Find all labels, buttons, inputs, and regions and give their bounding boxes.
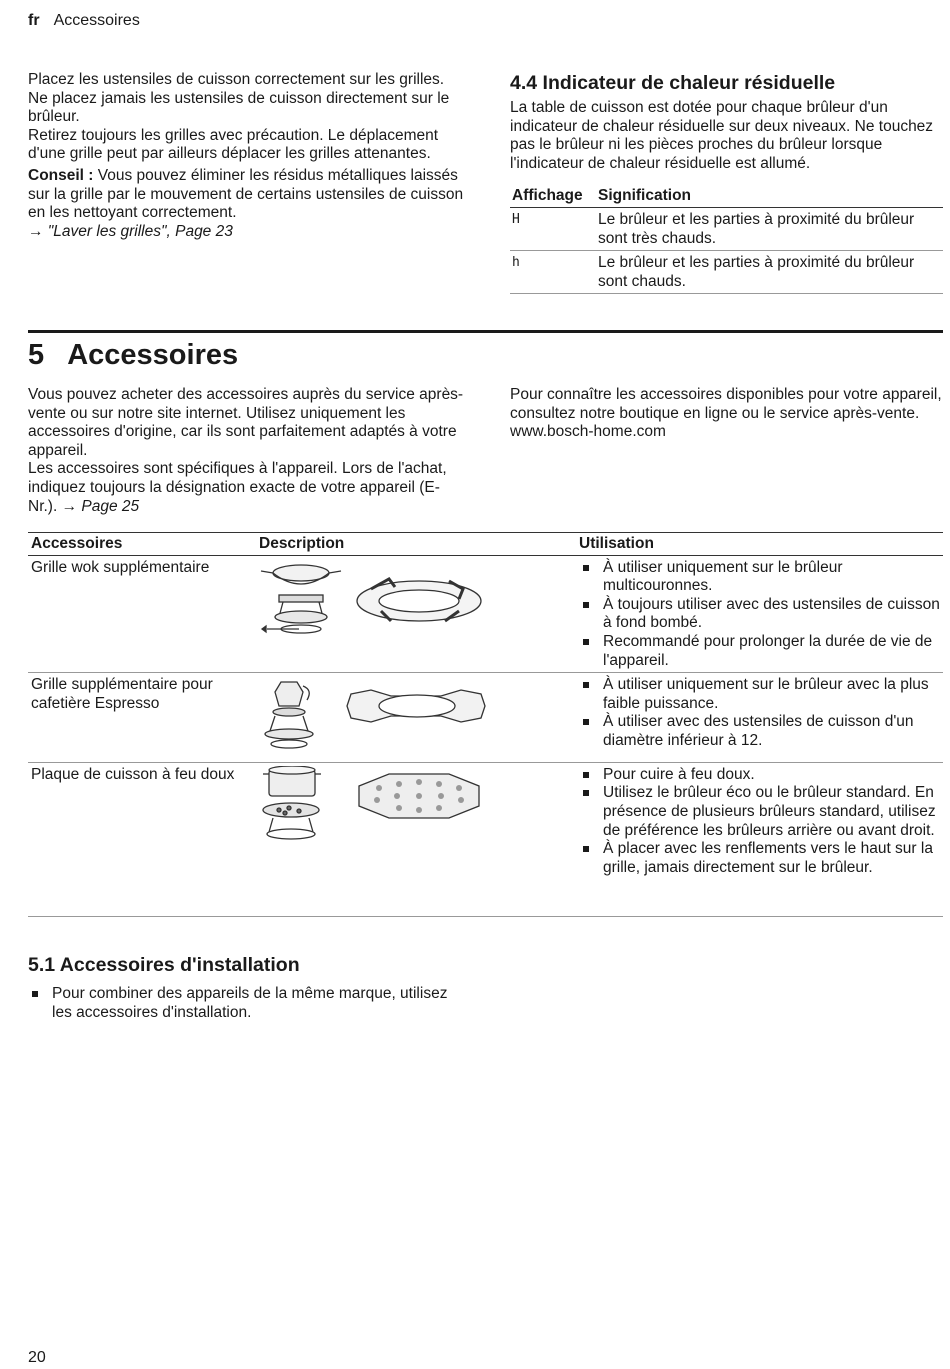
display-symbol-low: h (510, 251, 596, 294)
accessory-name: Grille supplémentaire pour cafetière Espresso (28, 673, 256, 763)
residual-heat-table (510, 185, 943, 294)
header-lang: fr (28, 12, 40, 29)
chapter-5-right-paragraph: Pour connaître les accessoires disponibles pour votre appareil, consultez notre boutique en ligne ou le service après-vente. (510, 386, 942, 422)
meaning-text: Le brûleur et les parties à proximité du brûleur sont très chauds. (596, 207, 943, 250)
meaning-text: Le brûleur et les parties à proximité du brûleur sont chauds. (596, 251, 943, 294)
table-row (510, 251, 943, 294)
accessory-description (256, 762, 576, 916)
table-row (28, 762, 943, 916)
section-5-1-title: 5.1 Accessoires d'installation (28, 954, 300, 976)
col-header-accessoires: Accessoires (28, 533, 256, 556)
usage-cell (576, 673, 943, 763)
section-4-4-title: 4.4 Indicateur de chaleur résiduelle (510, 72, 836, 94)
usage-cell (576, 762, 943, 916)
intro-paragraph-1: Placez les ustensiles de cuisson correctement sur les grilles. Ne placez jamais les ustensiles de cuisson directement sur le brûleur. (28, 71, 450, 126)
header-section: Accessoires (53, 12, 140, 29)
chapter-5-right (510, 386, 942, 442)
page-header (28, 12, 140, 31)
simmer-plate-illustration (259, 766, 569, 846)
section-4-4-text: La table de cuisson est dotée pour chaque brûleur d'un indicateur de chaleur résiduelle sur deux niveaux. Ne touchez pas le brûleur ni les pièces proches du brûleur lorsque l'indicateur de chaleur résiduelle est allumé. (510, 99, 934, 172)
section-4-4 (510, 71, 942, 294)
link-clean-grids[interactable]: → "Laver les grilles", Page 23 (28, 222, 233, 240)
col-header-affichage: Affichage (510, 185, 596, 207)
display-symbol-high: H (510, 207, 596, 250)
section-5-1-list (28, 985, 468, 1022)
chapter-5-paragraph-2 (28, 460, 468, 516)
list-item: Pour combiner des appareils de la même marque, utilisez les accessoires d'installation. (28, 985, 468, 1022)
table-row (510, 207, 943, 250)
accessory-description (256, 673, 576, 763)
list-item: Pour cuire à feu doux. (579, 766, 940, 785)
espresso-grid-illustration (259, 676, 569, 754)
tip-text: Vous pouvez éliminer les résidus métalliques laissés sur la grille par le mouvement de certains ustensiles de cuisson en les nettoyant correctement. (28, 166, 464, 222)
list-item: Utilisez le brûleur éco ou le brûleur standard. En présence de plusieurs brûleurs standard, utilisez de préférence les brûleurs arrière ou avant droit. (579, 784, 940, 840)
list-item: À utiliser uniquement sur le brûleur multicouronnes. (579, 559, 940, 596)
usage-list (579, 766, 940, 878)
chapter-5-paragraph-2-text: Les accessoires sont spécifiques à l'appareil. Lors de l'achat, indiquez toujours la désignation exacte de votre appareil (E-Nr.). (28, 460, 447, 515)
chapter-title: 5 Accessoires (28, 339, 239, 371)
list-item: À toujours utiliser avec des ustensiles de cuisson à fond bombé. (579, 596, 940, 633)
table-row (28, 555, 943, 673)
col-header-signification: Signification (596, 185, 943, 207)
accessories-table (28, 532, 943, 917)
chapter-divider (28, 330, 943, 333)
accessory-name: Plaque de cuisson à feu doux (28, 762, 256, 916)
chapter-5-paragraph-1: Vous pouvez acheter des accessoires auprès du service après-vente ou sur notre site internet. Utilisez uniquement les accessoires d'origine, car ils sont parfaitement adaptés à votre appareil. (28, 386, 464, 459)
usage-list (579, 559, 940, 671)
col-header-description: Description (256, 533, 576, 556)
link-page-25[interactable]: → Page 25 (61, 497, 140, 515)
col-header-utilisation: Utilisation (576, 533, 943, 556)
usage-list (579, 676, 940, 750)
accessory-description (256, 555, 576, 673)
intro-paragraph-2: Retirez toujours les grilles avec précaution. Le déplacement d'une grille peut par ailleurs déplacer les grilles attenantes. (28, 126, 439, 163)
section-5-1 (28, 953, 468, 1022)
website-link[interactable]: www.bosch-home.com (510, 423, 666, 441)
tip-label: Conseil : (28, 166, 94, 184)
page-number: 20 (28, 1349, 46, 1366)
wok-grid-illustration (259, 559, 569, 639)
list-item: À utiliser uniquement sur le brûleur avec la plus faible puissance. (579, 676, 940, 713)
table-row (28, 673, 943, 763)
list-item: Recommandé pour prolonger la durée de vie de l'appareil. (579, 633, 940, 670)
list-item: À utiliser avec des ustensiles de cuisson d'un diamètre inférieur à 12. (579, 713, 940, 750)
chapter-5-left (28, 386, 468, 516)
usage-cell (576, 555, 943, 673)
accessory-name: Grille wok supplémentaire (28, 555, 256, 673)
list-item: À placer avec les renflements vers le haut sur la grille, jamais directement sur le brûleur. (579, 840, 940, 877)
intro-left-column (28, 71, 468, 241)
tip-paragraph (28, 167, 468, 223)
